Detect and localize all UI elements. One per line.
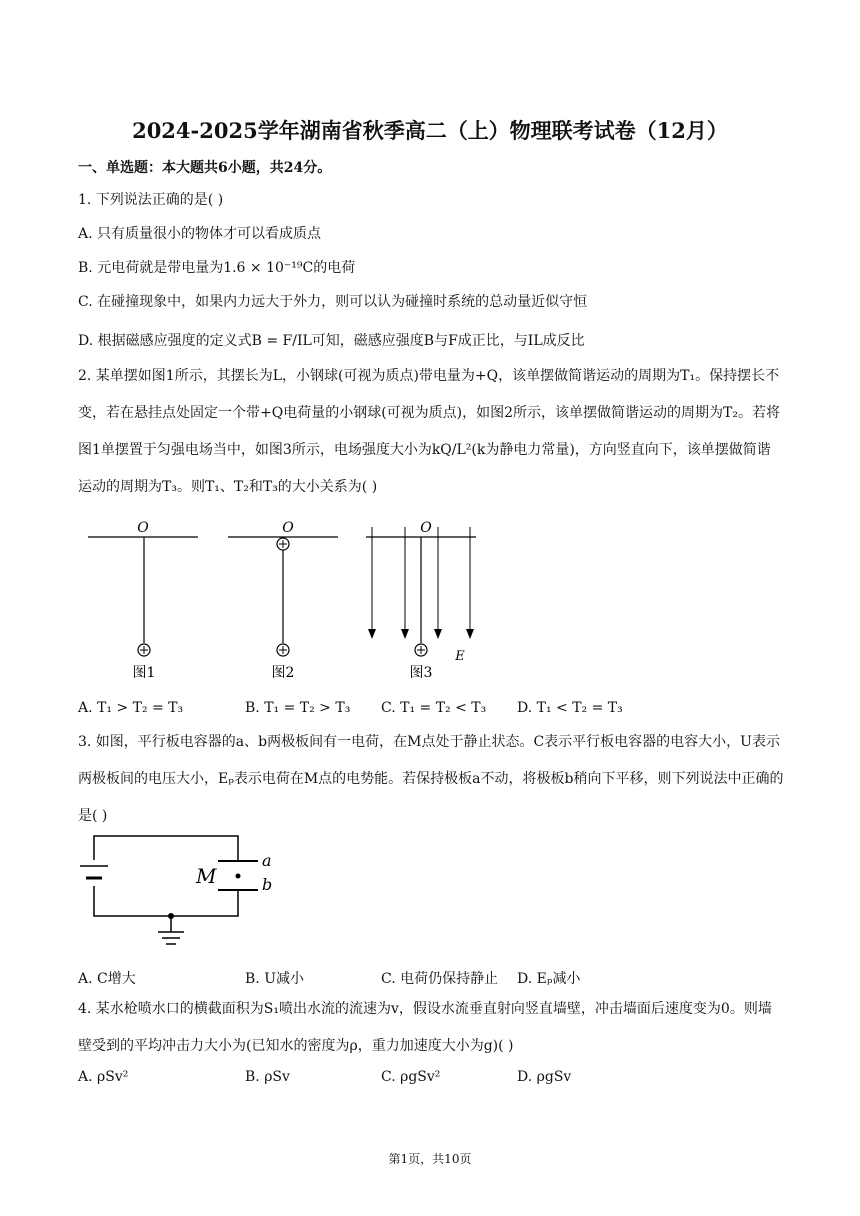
q1-option-b: B. 元电荷就是带电量为1.6 × 10⁻¹⁹C的电荷 [78, 260, 356, 276]
pivot-label: O [420, 520, 432, 536]
section-heading: 一、单选题：本大题共6小题，共24分。 [78, 160, 332, 176]
figure-2 [228, 520, 338, 681]
q1-stem: 1. 下列说法正确的是( ) [78, 192, 224, 208]
plate-a-label: a [262, 851, 272, 870]
pivot-label: O [137, 520, 149, 536]
q3-capacitor-circuit [78, 828, 288, 953]
figure-3-label: 图3 [409, 665, 433, 681]
field-label: E [455, 649, 465, 664]
q1-option-c: C. 在碰撞现象中，如果内力远大于外力，则可以认为碰撞时系统的总动量近似守恒 [78, 294, 588, 310]
q3-option-a: A. C增大 [78, 971, 136, 987]
q1-option-d: D. 根据磁感应强度的定义式B = F/IL可知，磁感应强度B与F成正比，与IL成反比 [78, 333, 585, 349]
q4-option-a: A. ρSv² [78, 1069, 129, 1085]
plate-b-label: b [262, 875, 273, 894]
q2-option-b: B. T₁ = T₂ > T₃ [245, 700, 351, 716]
point-m-label: M [196, 864, 217, 888]
q3-option-d: D. Eₚ减小 [517, 971, 581, 987]
q4-option-b: B. ρSv [245, 1069, 290, 1085]
pivot-label: O [282, 520, 294, 536]
q2-pendulum-figures [80, 515, 500, 695]
q3-stem: 3. 如图，平行板电容器的a、b两极板间有一电荷，在M点处于静止状态。C表示平行板电容器的电容大小，U表示两极板间的电压大小，Eₚ表示电荷在M点的电势能。若保持极板a不动，将极板b稍向下平移，则下列说法中正确的是( ) [78, 734, 784, 824]
q2-option-a: A. T₁ > T₂ = T₃ [78, 700, 184, 716]
q4-stem: 4. 某水枪喷水口的横截面积为S₁喷出水流的流速为v，假设水流垂直射向竖直墙壁，冲击墙面后速度变为0。则墙壁受到的平均冲击力大小为(已知水的密度为ρ，重力加速度大小为g)( ) [78, 1001, 772, 1054]
q2-option-d: D. T₁ < T₂ = T₃ [517, 700, 623, 716]
exam-title: 2024-2025学年湖南省秋季高二（上）物理联考试卷（12月） [132, 118, 728, 143]
q2-option-c: C. T₁ = T₂ < T₃ [381, 700, 487, 716]
q4-option-c: C. ρgSv² [381, 1069, 441, 1085]
page-footer: 第1页，共10页 [388, 1152, 472, 1166]
q1-option-a: A. 只有质量很小的物体才可以看成质点 [78, 226, 322, 242]
q3-option-b: B. U减小 [245, 971, 304, 987]
q4-option-d: D. ρgSv [517, 1069, 572, 1085]
figure-2-label: 图2 [271, 665, 295, 681]
figure-1 [88, 520, 198, 681]
figure-3 [366, 520, 476, 681]
q3-option-c: C. 电荷仍保持静止 [381, 971, 499, 987]
figure-1-label: 图1 [132, 665, 156, 681]
q2-stem: 2. 某单摆如图1所示，其摆长为L，小钢球(可视为质点)带电量为+Q，该单摆做简谐运动的周期为T₁。保持摆长不变，若在悬挂点处固定一个带+Q电荷量的小钢球(可视为质点)，如图2所示，该单摆做简谐运动的周期为T₂。若将图1单摆置于匀强电场当中，如图3所示，电场强度大小为kQ/L²(k为静电力常量)，方向竖直向下，该单摆做简谐运动的周期为T₃。则T₁、T₂和T₃的大小关系为( ) [78, 368, 780, 495]
